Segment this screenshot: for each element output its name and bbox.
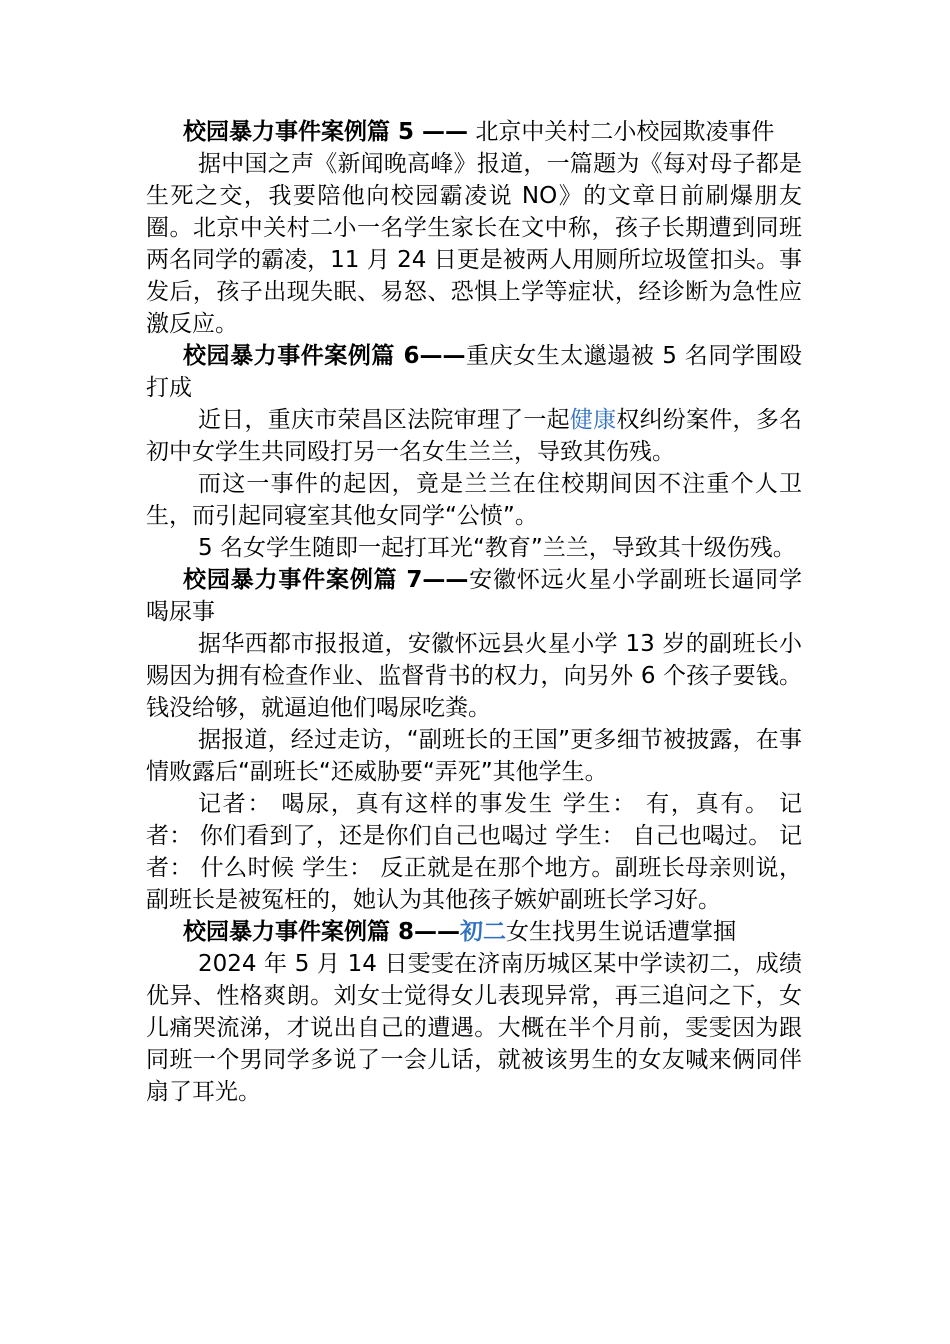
case-5-heading-bold: 校园暴力事件案例篇 5 —— [183,119,469,145]
health-link[interactable]: 健康 [569,407,617,433]
case-6-paragraph-3: 5 名女学生随即一起打耳光“教育”兰兰，导致其十级伤残。 [198,535,796,561]
case-5-paragraph: 据中国之声《新闻晚高峰》报道，一篇题为《每对母子都是生死之交，我要陪他向校园霸凌说 NO》的文章日前刷爆朋友圈。北京中关村二小一名学生家长在文中称，孩子长期遭到同班两名同学的霸凌，11 月 24 日更是被两人用厕所垃圾筐扣头。事发后，孩子出现失眠、易怒、恐惧上学等症状，经诊断为急性应激反应。 [146,151,802,337]
case-6-heading-title: 重庆女生太邋遢被 5 名同学围殴打成 [146,343,802,401]
case-5-heading-title: 北京中关村二小校园欺凌事件 [468,119,775,145]
case-6-p1-before: 近日，重庆市荣昌区法院审理了一起 [198,407,570,433]
case-6-paragraph-1 [146,404,802,468]
case-8-heading-bold: 校园暴力事件案例篇 8—— [183,919,461,945]
case-8-paragraph-1: 2024 年 5 月 14 日雯雯在济南历城区某中学读初二，成绩优异、性格爽朗。刘女士觉得女儿表现异常，再三追问之下，女儿痛哭流涕，才说出自己的遭遇。大概在半个月前，雯雯因为跟同班一个男同学多说了一会儿话，就被该男生的女友喊来俩同伴扇了耳光。 [146,951,802,1105]
case-7-heading-title: 安徽怀远火星小学副班长逼同学喝尿事 [146,567,803,625]
case-7-heading-bold: 校园暴力事件案例篇 7—— [183,567,469,593]
case-7-paragraph-1: 据华西都市报报道，安徽怀远县火星小学 13 岁的副班长小赐因为拥有检查作业、监督背书的权力，向另外 6 个孩子要钱。钱没给够，就逼迫他们喝尿吃粪。 [146,631,802,721]
case-8-heading [146,916,802,948]
case-6-heading-bold: 校园暴力事件案例篇 6—— [183,343,466,369]
case-6-p1-after: 权纠纷案件，多名初中女学生共同殴打另一名女生兰兰，导致其伤残。 [146,407,803,465]
case-6-paragraph-2: 而这一事件的起因，竟是兰兰在住校期间因不注重个人卫生，而引起同寝室其他女同学“公愤”。 [146,471,802,529]
case-7-heading [146,564,802,628]
grade-two-link[interactable]: 初二 [460,919,507,945]
case-5-heading [146,116,802,148]
case-6-heading [146,340,802,404]
document-page [146,116,802,1108]
case-8-heading-title: 女生找男生说话遭掌掴 [506,919,737,945]
case-7-paragraph-2: 据报道，经过走访，“副班长的王国”更多细节被披露，在事情败露后“副班长“还威胁要“弄死”其他学生。 [146,727,802,785]
case-7-paragraph-3: 记者： 喝尿，真有这样的事发生 学生： 有，真有。 记者： 你们看到了，还是你们自己也喝过 学生： 自己也喝过。 记者： 什么时候 学生： 反正就是在那个地方。副班长母亲则说，副班长是被冤枉的，她认为其他孩子嫉妒副班长学习好。 [146,791,802,913]
